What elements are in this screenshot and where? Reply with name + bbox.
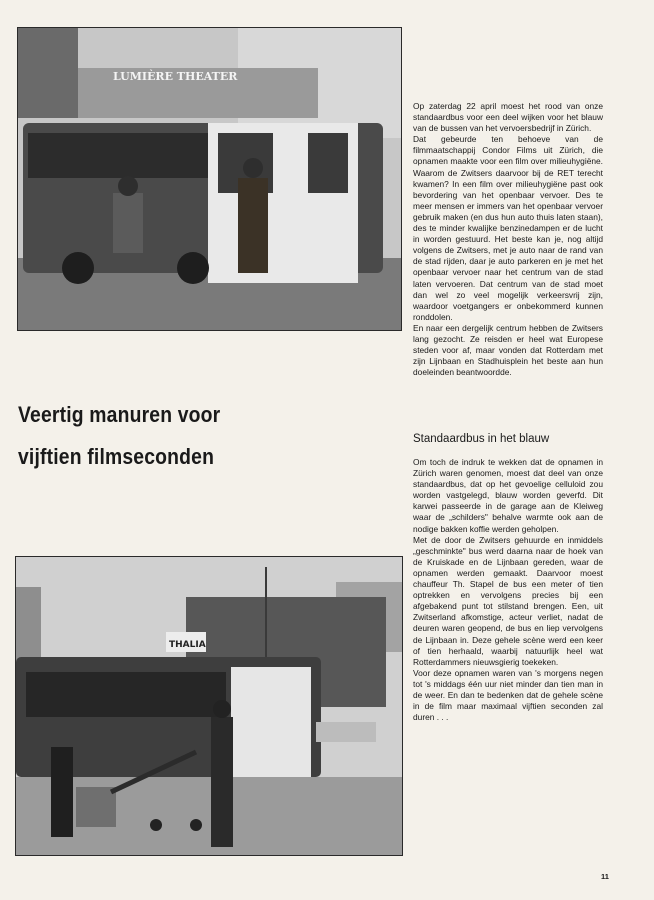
- top-photo-bus-film-crew: [17, 27, 402, 331]
- bottom-photo-thalia-sign: THALIA: [169, 640, 206, 650]
- bottom-photo-bus-filming: [15, 556, 403, 856]
- paragraph: Met de door de Zwitsers gehuurde en inmiddels „geschminkte" bus werd daarna naar de hoek van de Kruiskade en de Lijnbaan gereden, waar de opnamen werden gemaakt. Daarvoor moest chauffeur Th. Stapel de bus een meter of tien optrekken en vervolgens precies bij een afgebakend punt tot stilstand brengen. Een, uit Zwitserland afkomstige, acteur verliet, nadat de deuren waren geopend, de bus en liep vervolgens de Lijnbaan in. Deze gehele scène werd een keer of tien herhaald, waarbij natuurlijk heel wat Rotterdammers nieuwsgierig toekeken.: [413, 534, 603, 667]
- paragraph: En naar een dergelijk centrum hebben de Zwitsers lang gezocht. Ze reisden er heel wat Europese steden voor af, maar vonden dat Rotterdam met zijn Lijnbaan en Stadhuisplein het beste aan hun doeleinden beantwoordde.: [413, 322, 603, 378]
- headline-line-2: vijftien filmseconden: [18, 444, 215, 469]
- article-column-top: [413, 101, 603, 378]
- paragraph: Voor deze opnamen waren van 's morgens negen tot 's middags één uur niet minder dan tien man in de weer. En dan te bedenken dat de gehele scène in de film maar maximaal vijftien seconden zal duren . . .: [413, 667, 603, 723]
- paragraph: Om toch de indruk te wekken dat de opnamen in Zürich waren genomen, moest dat deel van onze standaardbus, dat op het gevoelige celluloid zou worden vastgelegd, blauw worden geverfd. Dit karwei passeerde in de garage aan de Kleiweg waar de „schilders" behalve warmte ook aan de nodige bakken koffie werden geholpen.: [413, 457, 603, 534]
- bottom-photo-illustration: [16, 557, 402, 855]
- paragraph: Op zaterdag 22 april moest het rood van onze standaardbus voor een deel wijken voor het blauw van de bussen van het vervoersbedrijf in Zürich.: [413, 101, 603, 134]
- page-number: 11: [601, 872, 609, 881]
- paragraph: Dat gebeurde ten behoeve van de filmmaatschappij Condor Films uit Zürich, die opnamen maakte voor een film over milieuhygiëne. Waarom de Zwitsers daarvoor bij de RET terecht kwamen? In een film over milieuhygiëne past ook bevordering van het openbaar vervoer. Des te meer mensen er immers van het openbaar vervoer gebruik maken (en dus hun auto thuis laten staan), des te minder kwalijke benzinedampen er de lucht in worden gestuurd. Het beste kan je, nog altijd volgens de Zwitsers, met je auto naar de rand van de stad rijden, daar je auto parkeren en je met het openbaar vervoer naar het centrum van de stad laten vervoeren. Dat centrum van de stad moet dan wel zo veel mogelijk verkeersvrij zijn, waardoor voetgangers er onbekommerd kunnen ronddolen.: [413, 134, 603, 322]
- top-photo-illustration: [18, 28, 401, 330]
- article-column-bottom: [413, 457, 603, 723]
- subheading: Standaardbus in het blauw: [413, 433, 550, 445]
- top-photo-theater-sign: LUMIÈRE THEATER: [113, 70, 238, 83]
- headline-line-1: Veertig manuren voor: [18, 402, 221, 427]
